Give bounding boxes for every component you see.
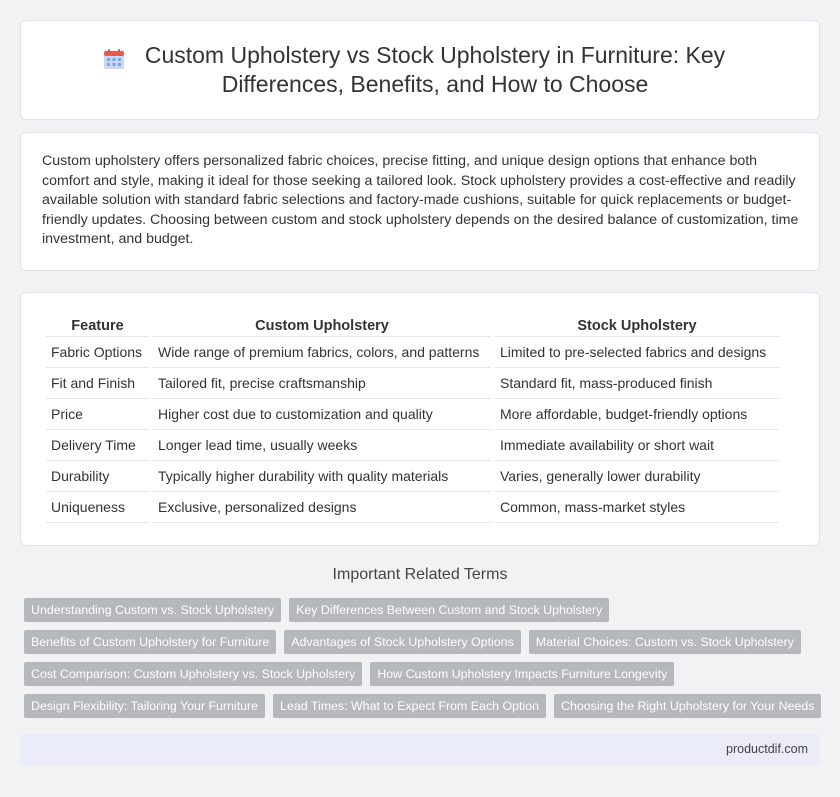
title-card: [20, 20, 820, 120]
comparison-table-card: [20, 292, 820, 546]
summary-text: Custom upholstery offers personalized fabric choices, precise fitting, and unique design options that enhance both comfort and style, making it ideal for those seeking a tailored look. Stock upholstery provides a cost-effective and readily available solution with standard fabric selections and factory-made cushions, suitable for quick replacements or budget-friendly updates. Choosing between custom and stock upholstery depends on the desired balance of customization, time investment, and budget.: [42, 153, 799, 248]
related-term-tag[interactable]: Material Choices: Custom vs. Stock Upholstery: [529, 630, 801, 654]
table-row: [46, 430, 779, 461]
related-term-tag[interactable]: Choosing the Right Upholstery for Your Needs: [554, 694, 821, 718]
table-cell: Uniqueness: [46, 492, 149, 523]
comparison-table: [42, 315, 783, 523]
related-terms-heading: Important Related Terms: [332, 566, 508, 583]
related-term-tag[interactable]: Benefits of Custom Upholstery for Furniture: [24, 630, 276, 654]
footer: [20, 734, 820, 766]
column-header-custom: Custom Upholstery: [153, 315, 491, 337]
related-term-tag[interactable]: Advantages of Stock Upholstery Options: [284, 630, 520, 654]
table-cell: Limited to pre-selected fabrics and designs: [495, 337, 779, 368]
related-terms-list: [24, 598, 824, 726]
table-header-row: [46, 315, 779, 337]
column-header-feature: Feature: [46, 315, 149, 337]
table-cell: Longer lead time, usually weeks: [153, 430, 491, 461]
related-term-tag[interactable]: Design Flexibility: Tailoring Your Furniture: [24, 694, 265, 718]
page-title: Custom Upholstery vs Stock Upholstery in Furniture: Key Differences, Benefits, and How to Choose: [144, 42, 726, 97]
table-cell: Price: [46, 399, 149, 430]
title-row: [21, 21, 819, 119]
footer-site-name[interactable]: productdif.com: [726, 742, 808, 756]
table-cell: Common, mass-market styles: [495, 492, 779, 523]
related-term-tag[interactable]: Lead Times: What to Expect From Each Option: [273, 694, 546, 718]
table-cell: Standard fit, mass-produced finish: [495, 368, 779, 399]
table-row: [46, 399, 779, 430]
table-cell: Wide range of premium fabrics, colors, and patterns: [153, 337, 491, 368]
tag-row: [24, 694, 824, 718]
tag-row: [24, 662, 824, 686]
column-header-stock: Stock Upholstery: [495, 315, 779, 337]
related-term-tag[interactable]: Understanding Custom vs. Stock Upholstery: [24, 598, 281, 622]
related-term-tag[interactable]: Cost Comparison: Custom Upholstery vs. Stock Upholstery: [24, 662, 362, 686]
table-row: [46, 492, 779, 523]
table-cell: Fit and Finish: [46, 368, 149, 399]
tag-row: [24, 630, 824, 654]
table-row: [46, 337, 779, 368]
table-cell: Varies, generally lower durability: [495, 461, 779, 492]
table-cell: Durability: [46, 461, 149, 492]
table-cell: More affordable, budget-friendly options: [495, 399, 779, 430]
table-cell: Fabric Options: [46, 337, 149, 368]
table-cell: Delivery Time: [46, 430, 149, 461]
tag-row: [24, 598, 824, 622]
table-row: [46, 368, 779, 399]
related-term-tag[interactable]: How Custom Upholstery Impacts Furniture Longevity: [370, 662, 674, 686]
summary-card: [20, 132, 820, 271]
table-row: [46, 461, 779, 492]
table-cell: Exclusive, personalized designs: [153, 492, 491, 523]
table-cell: Typically higher durability with quality materials: [153, 461, 491, 492]
table-cell: Higher cost due to customization and quality: [153, 399, 491, 430]
table-cell: Tailored fit, precise craftsmanship: [153, 368, 491, 399]
table-cell: Immediate availability or short wait: [495, 430, 779, 461]
related-term-tag[interactable]: Key Differences Between Custom and Stock Upholstery: [289, 598, 609, 622]
